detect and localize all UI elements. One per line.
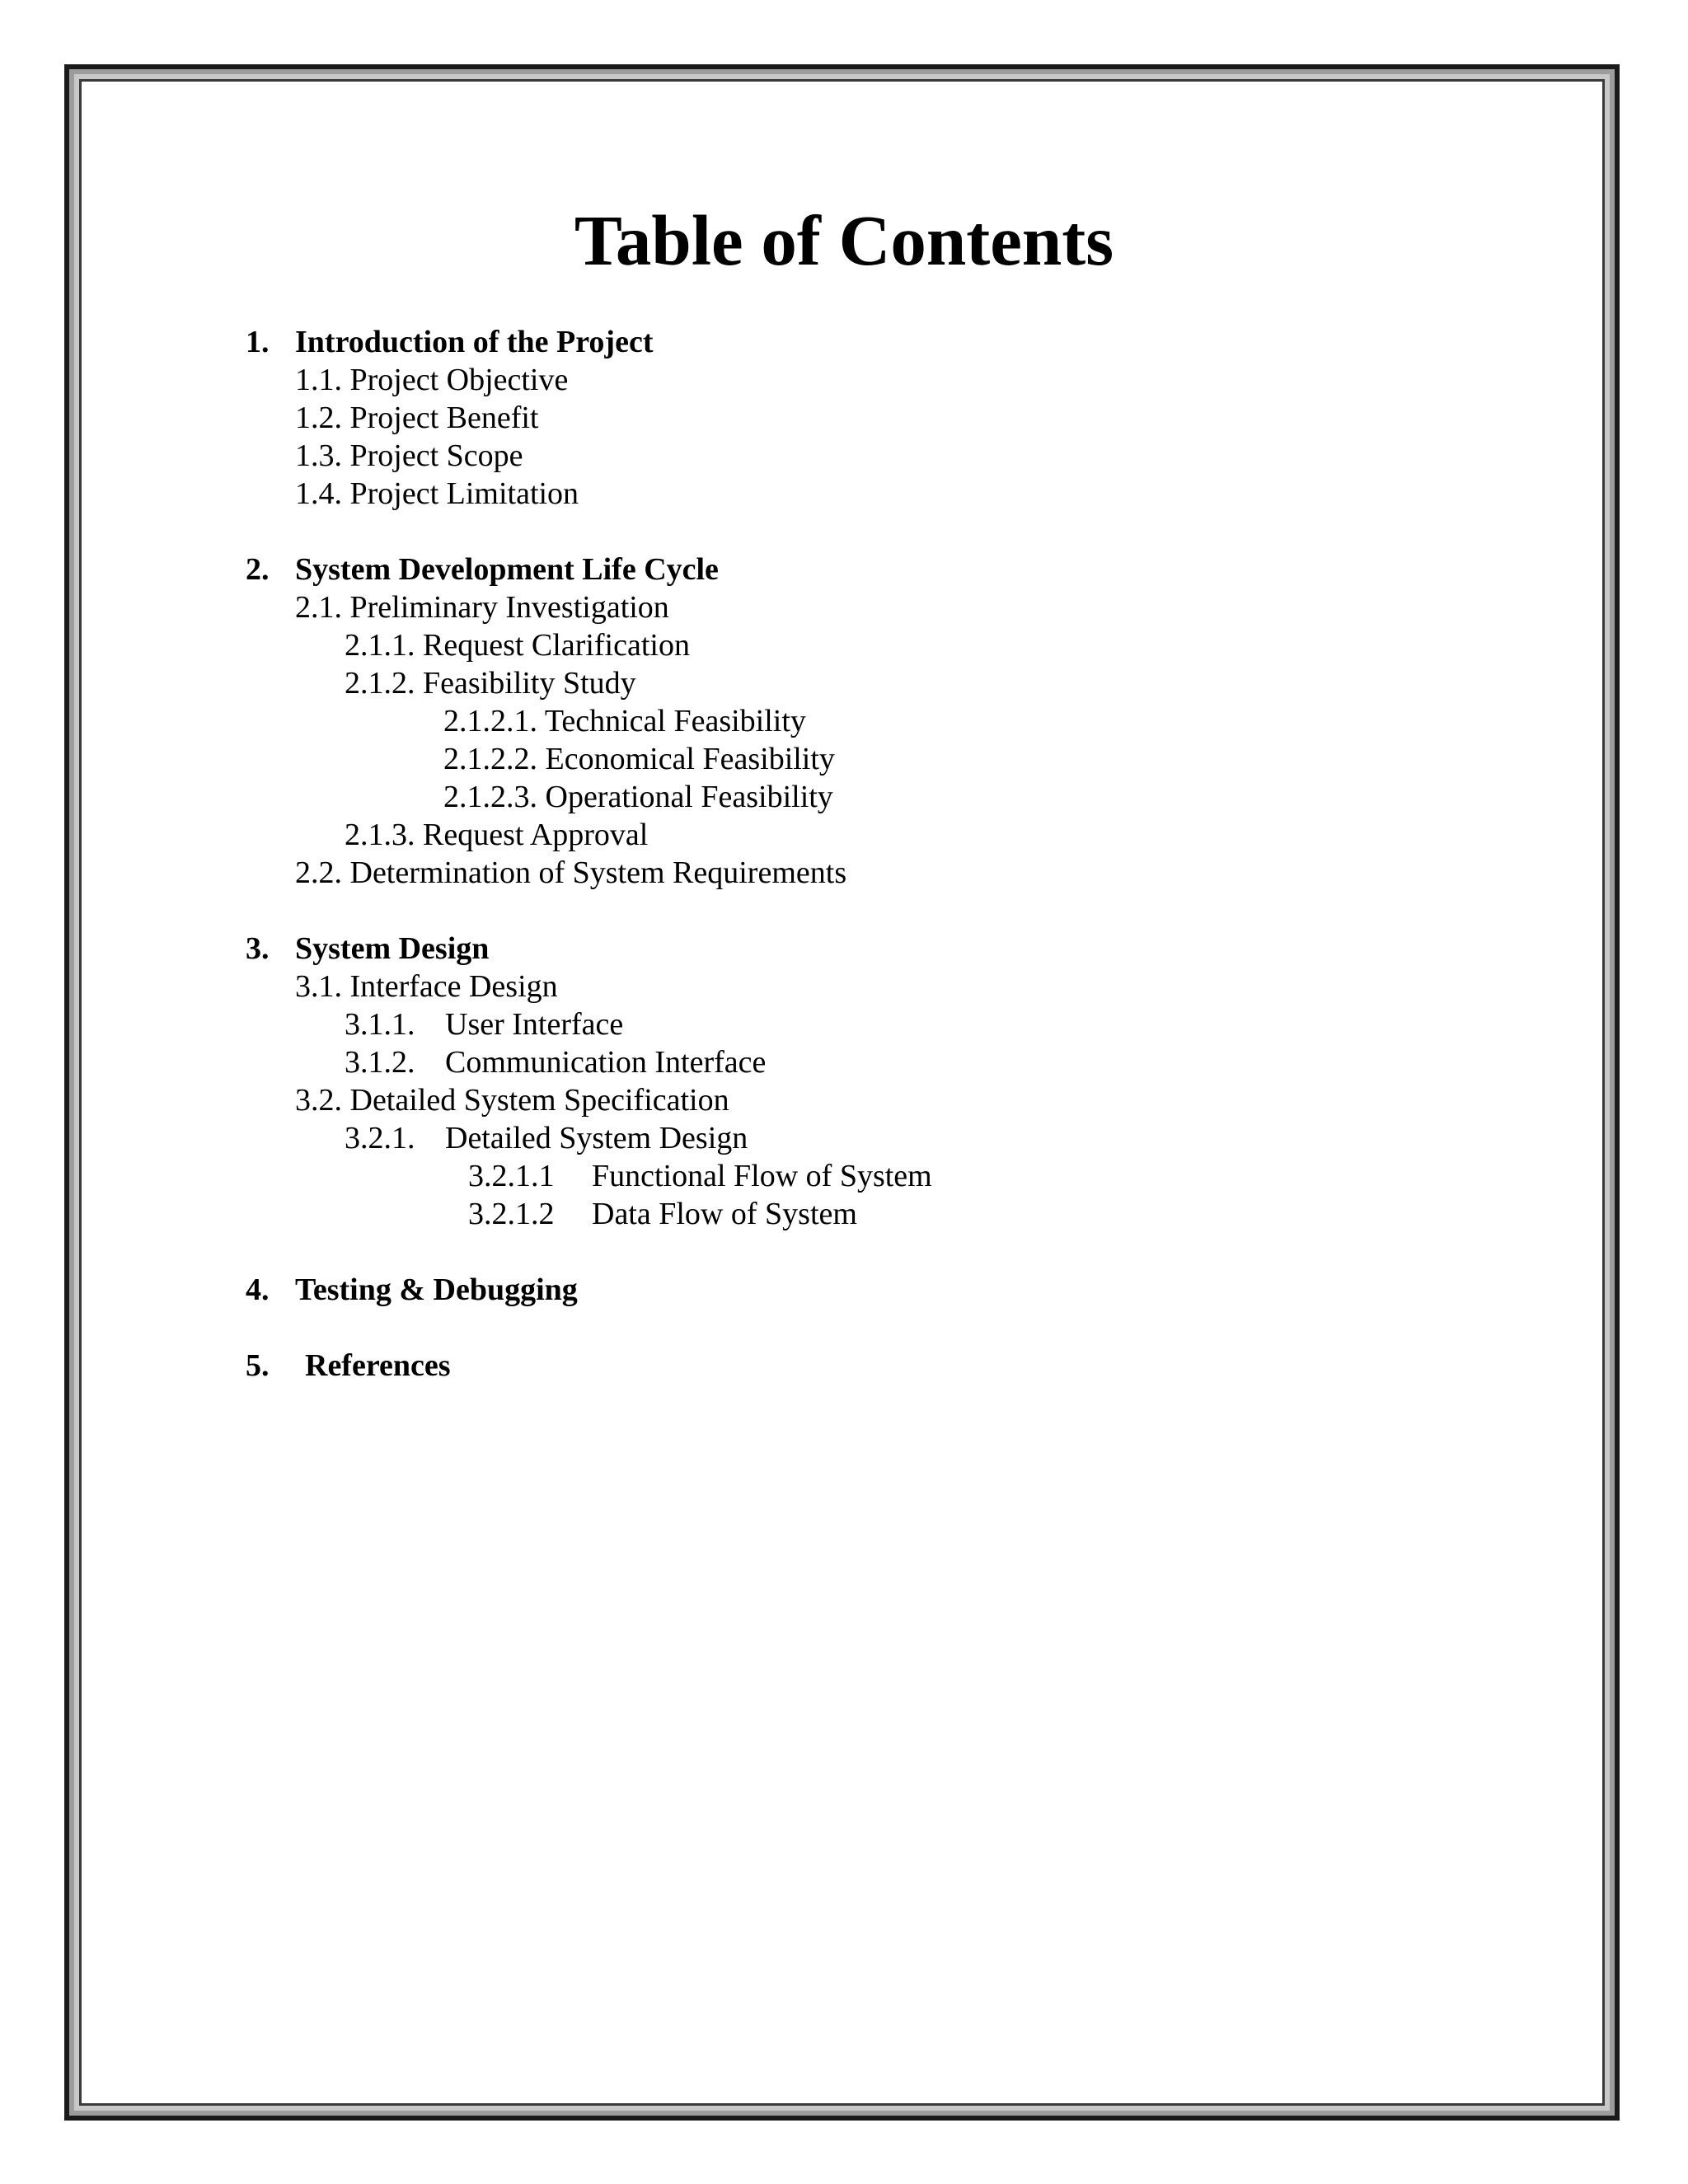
toc-section-number: 3.	[246, 931, 270, 966]
toc-section-title: Introduction of the Project	[295, 325, 654, 359]
toc-item-text: Data Flow of System	[592, 1197, 857, 1231]
toc-item: 3.2. Detailed System Specification	[295, 1083, 729, 1118]
toc-item: 2.1. Preliminary Investigation	[295, 590, 669, 625]
toc-section-1	[246, 323, 653, 361]
toc-item-text: Communication Interface	[445, 1045, 767, 1080]
toc-item: 3.1. Interface Design	[295, 969, 558, 1004]
toc-section-number: 5.	[246, 1348, 270, 1383]
toc-item: 1.2. Project Benefit	[295, 401, 539, 435]
toc-item-number: 3.2.1.2	[468, 1197, 555, 1231]
toc-item	[345, 1005, 623, 1043]
toc-item: 1.3. Project Scope	[295, 438, 523, 473]
toc-section-4	[246, 1271, 578, 1309]
toc-section-title: Testing & Debugging	[295, 1272, 578, 1307]
toc-item-number: 3.2.1.1	[468, 1159, 555, 1193]
toc-item	[468, 1157, 932, 1195]
toc-item-text: Detailed System Design	[445, 1121, 748, 1155]
toc-section-3	[246, 930, 489, 968]
toc-section-number: 2.	[246, 552, 270, 587]
toc-item-number: 3.1.2.	[345, 1045, 415, 1080]
toc-section-number: 1.	[246, 325, 270, 359]
toc-item-number: 3.1.1.	[345, 1007, 415, 1042]
toc-item-number: 3.2.1.	[345, 1121, 415, 1155]
toc-item: 2.1.2.1. Technical Feasibility	[443, 704, 806, 738]
toc-item-text: User Interface	[445, 1007, 624, 1042]
toc-item: 2.2. Determination of System Requirements	[295, 855, 847, 890]
toc-section-title: System Design	[295, 931, 490, 966]
toc-section-5	[246, 1347, 451, 1385]
toc-section-title: System Development Life Cycle	[295, 552, 719, 587]
toc-item: 2.1.1. Request Clarification	[345, 628, 690, 663]
toc-section-2	[246, 551, 719, 588]
toc-item	[345, 1119, 748, 1157]
toc-section-number: 4.	[246, 1272, 270, 1307]
page-title: Table of Contents	[574, 200, 1114, 280]
toc-item: 2.1.2.3. Operational Feasibility	[443, 780, 833, 814]
toc-section-title: References	[305, 1348, 451, 1383]
toc-item: 2.1.2. Feasibility Study	[345, 666, 636, 701]
toc-item: 1.1. Project Objective	[295, 363, 569, 397]
toc-item	[468, 1195, 857, 1233]
toc-item: 1.4. Project Limitation	[295, 476, 579, 511]
toc-item: 2.1.3. Request Approval	[345, 818, 649, 852]
toc-item: 2.1.2.2. Economical Feasibility	[443, 742, 835, 776]
toc-item-text: Functional Flow of System	[592, 1159, 932, 1193]
toc-item	[345, 1043, 766, 1081]
